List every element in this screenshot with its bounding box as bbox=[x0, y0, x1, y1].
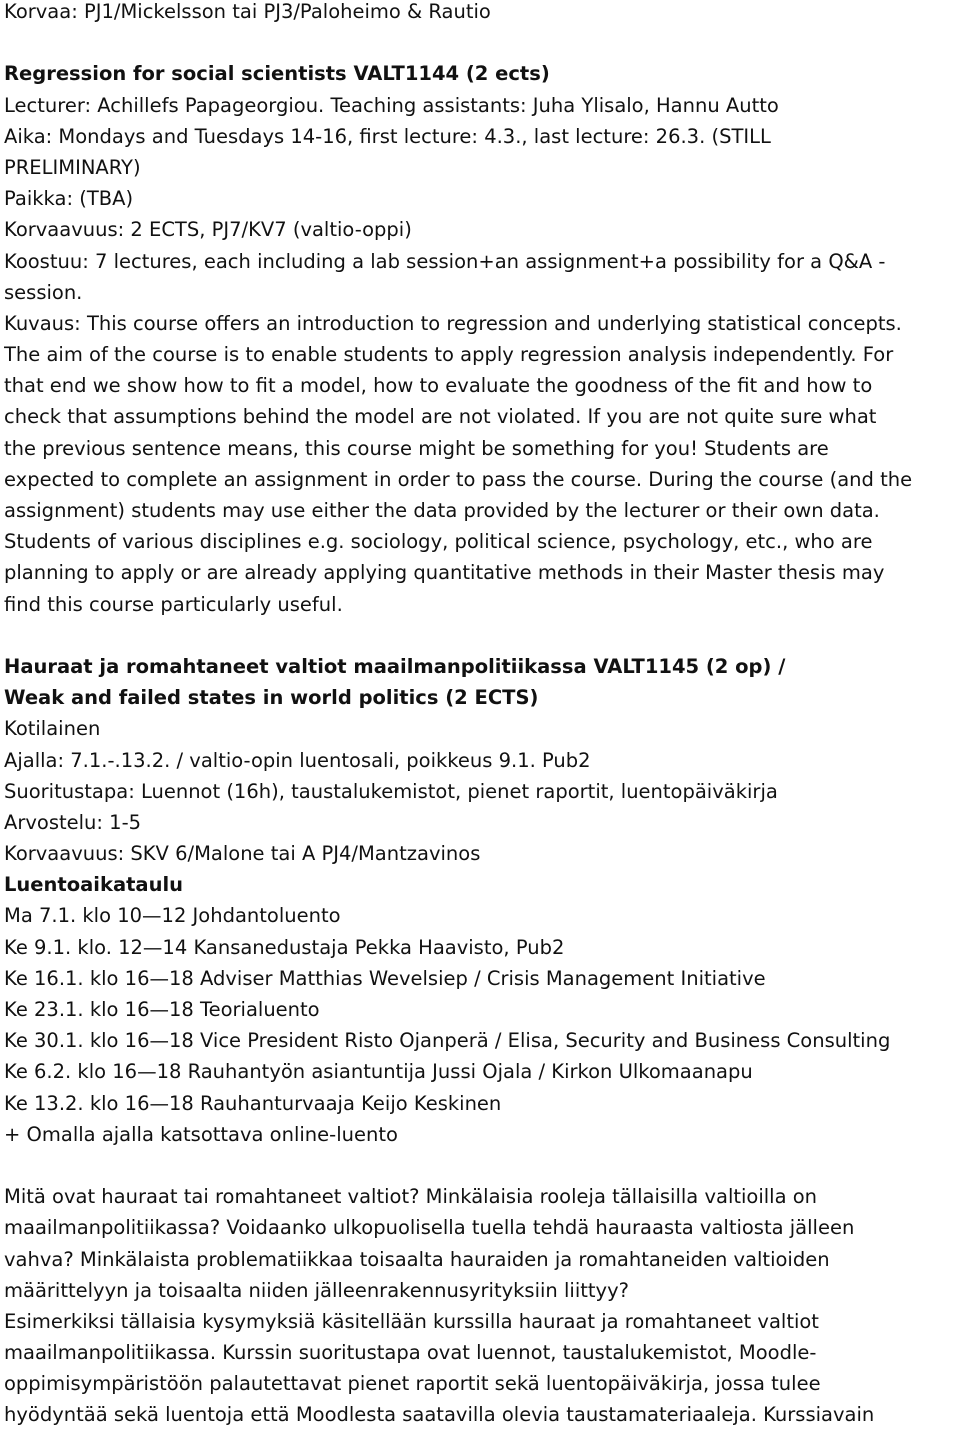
text-line: vahva? Minkälaista problematiikkaa toisaalta hauraiden ja romahtaneiden valtioiden bbox=[4, 1247, 830, 1271]
text-line: maailmanpolitiikassa. Kurssin suoritustapa ovat luennot, taustalukemistot, Moodle- bbox=[4, 1341, 817, 1365]
blank-line bbox=[4, 620, 956, 651]
text-line: maailmanpolitiikassa? Voidaanko ulkopuolisella tuella tehdä hauraasta valtiosta jälleen bbox=[4, 1216, 855, 1240]
text-line: check that assumptions behind the model are not violated. If you are not quite sure what bbox=[4, 405, 877, 429]
text-line: Lecturer: Achillefs Papageorgiou. Teaching assistants: Juha Ylisalo, Hannu Autto bbox=[4, 93, 779, 117]
text-line: Kuvaus: This course offers an introduction to regression and underlying statistical concepts. bbox=[4, 311, 902, 335]
text-line: The aim of the course is to enable students to apply regression analysis independently. For bbox=[4, 343, 894, 367]
text-line: the previous sentence means, this course might be something for you! Students are bbox=[4, 436, 829, 460]
text-line: expected to complete an assignment in order to pass the course. During the course (and the bbox=[4, 467, 913, 491]
text-line: Ke 16.1. klo 16—18 Adviser Matthias Wevelsiep / Crisis Management Initiative bbox=[4, 966, 766, 990]
text-line: Ajalla: 7.1.-.13.2. / valtio-opin luentosali, poikkeus 9.1. Pub2 bbox=[4, 748, 591, 772]
text-line: Korvaavuus: SKV 6/Malone tai A PJ4/Mantzavinos bbox=[4, 842, 481, 866]
text-line: hyödyntää sekä luentoja että Moodlesta saatavilla olevia taustamateriaaleja. Kurssiavain bbox=[4, 1403, 875, 1427]
text-line: Ke 30.1. klo 16—18 Vice President Risto Ojanperä / Elisa, Security and Business Consulting bbox=[4, 1029, 891, 1053]
text-line: määrittelyyn ja toisaalta niiden jälleenrakennusyrityksiin liittyy? bbox=[4, 1278, 629, 1302]
text-line: find this course particularly useful. bbox=[4, 592, 343, 616]
text-line: PRELIMINARY) bbox=[4, 155, 141, 179]
text-line: that end we show how to fit a model, how to evaluate the goodness of the fit and how to bbox=[4, 374, 873, 398]
text-line: Ke 23.1. klo 16—18 Teorialuento bbox=[4, 998, 320, 1021]
heading-line: Regression for social scientists VALT1144 (2 ects) bbox=[4, 62, 550, 86]
text-line: Mitä ovat hauraat tai romahtaneet valtiot? Minkälaisia rooleja tällaisilla valtioilla on bbox=[4, 1185, 818, 1209]
text-line: Ke 9.1. klo. 12—14 Kansanedustaja Pekka Haavisto, Pub2 bbox=[4, 935, 565, 959]
text-line: Ke 6.2. klo 16—18 Rauhantyön asiantuntija Jussi Ojala / Kirkon Ulkomaanapu bbox=[4, 1060, 753, 1084]
heading-line: Weak and failed states in world politics (2 ECTS) bbox=[4, 686, 539, 710]
blank-line bbox=[4, 1150, 956, 1181]
text-line: Korvaavuus: 2 ECTS, PJ7/KV7 (valtio-oppi) bbox=[4, 218, 412, 242]
text-line: session. bbox=[4, 280, 83, 304]
text-line: Paikka: (TBA) bbox=[4, 187, 134, 211]
text-line: Aika: Mondays and Tuesdays 14-16, first lecture: 4.3., last lecture: 26.3. (STILL bbox=[4, 124, 771, 148]
text-line: planning to apply or are already applying quantitative methods in their Master thesis may bbox=[4, 561, 885, 585]
text-line: Ke 13.2. klo 16—18 Rauhanturvaaja Keijo Keskinen bbox=[4, 1091, 502, 1115]
text-line: assignment) students may use either the data provided by the lecturer or their own data. bbox=[4, 499, 880, 522]
text-line: Arvostelu: 1-5 bbox=[4, 810, 142, 834]
text-line: Students of various disciplines e.g. sociology, political science, psychology, etc., who are bbox=[4, 530, 873, 554]
text-line: Esimerkiksi tällaisia kysymyksiä käsitellään kurssilla hauraat ja romahtaneet valtiot bbox=[4, 1309, 819, 1333]
text-line: Korvaa: PJ1/Mickelsson tai PJ3/Paloheimo & Rautio bbox=[4, 0, 491, 23]
text-line: + Omalla ajalla katsottava online-luento bbox=[4, 1122, 398, 1146]
heading-line: Luentoaikataulu bbox=[4, 873, 184, 897]
text-line: Koostuu: 7 lectures, each including a lab session+an assignment+a possibility for a Q&A - bbox=[4, 249, 886, 273]
text-line: Kotilainen bbox=[4, 717, 101, 741]
blank-line bbox=[4, 27, 956, 58]
text-line: oppimisympäristöön palautettavat pienet raportit sekä luentopäiväkirja, jossa tulee bbox=[4, 1372, 821, 1396]
text-line: Suoritustapa: Luennot (16h), taustalukemistot, pienet raportit, luentopäiväkirja bbox=[4, 779, 778, 803]
text-line: Ma 7.1. klo 10—12 Johdantoluento bbox=[4, 904, 341, 928]
heading-line: Hauraat ja romahtaneet valtiot maailmanpolitiikassa VALT1145 (2 op) / bbox=[4, 654, 786, 678]
